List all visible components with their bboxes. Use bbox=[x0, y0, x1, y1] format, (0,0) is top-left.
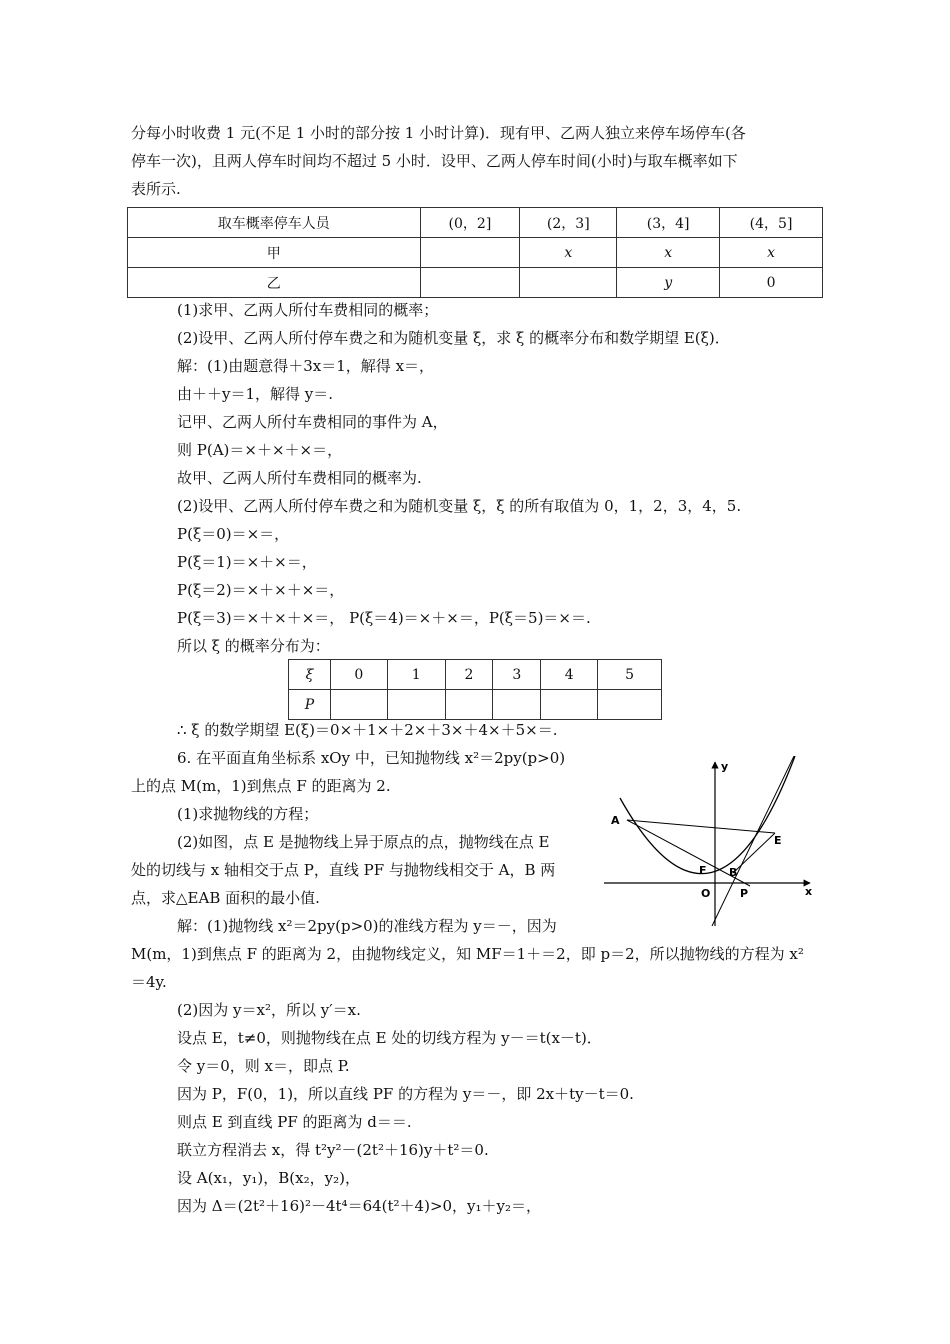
probability-table bbox=[127, 207, 823, 298]
q6-solution-line: 设点 E，t≠0，则抛物线在点 E 处的切线方程为 y－＝t(x－t)． bbox=[177, 1029, 602, 1047]
label-e: E bbox=[774, 834, 782, 847]
q5-solution-line: (2)设甲、乙两人所付停车费之和为随机变量 ξ，ξ 的所有取值为 0，1，2，3，4，5. bbox=[177, 497, 742, 515]
q5-solution-line: 记甲、乙两人所付车费相同的事件为 A， bbox=[177, 413, 448, 431]
table-header-cell: 取车概率停车人员 bbox=[128, 208, 421, 238]
table-cell: 0 bbox=[330, 660, 387, 690]
q6-solution-line: 因为 Δ＝(2t²＋16)²－4t⁴＝64(t²＋4)>0，y₁＋y₂＝， bbox=[177, 1197, 542, 1215]
table-cell bbox=[541, 690, 598, 720]
table-header-cell: (0，2] bbox=[420, 208, 520, 238]
intro-line-3: 表所示. bbox=[131, 180, 181, 198]
q6-solution-line: M(m，1)到焦点 F 的距离为 2，由抛物线定义，知 MF＝1＋＝2，即 p＝2，所以抛物线的方程为 x² bbox=[131, 945, 804, 963]
tangent-line-e bbox=[712, 756, 795, 926]
table-cell bbox=[493, 690, 541, 720]
q5-expectation-line: ∴ ξ 的数学期望 E(ξ)＝0×＋1×＋2×＋3×＋4×＋5×＝. bbox=[177, 721, 558, 739]
q6-solution-line: 则点 E 到直线 PF 的距离为 d＝＝. bbox=[177, 1113, 412, 1131]
table-cell bbox=[420, 268, 520, 298]
table-cell: x bbox=[617, 238, 720, 268]
table-cell: x bbox=[520, 238, 617, 268]
table-cell bbox=[330, 690, 387, 720]
line-ae bbox=[627, 820, 775, 833]
q6-solution-line: 解：(1)抛物线 x²＝2py(p>0)的准线方程为 y＝－，因为 bbox=[177, 917, 557, 935]
table-cell: ξ bbox=[289, 660, 331, 690]
table-cell bbox=[520, 268, 617, 298]
table-cell: 乙 bbox=[128, 268, 421, 298]
label-p: P bbox=[740, 887, 749, 900]
q6-solution-line: 令 y＝0，则 x＝，即点 P. bbox=[177, 1057, 350, 1075]
table-cell bbox=[387, 690, 445, 720]
q6-solution-line: ＝4y. bbox=[131, 973, 167, 991]
q6-statement-line: (1)求抛物线的方程； bbox=[177, 805, 319, 823]
distribution-table bbox=[288, 659, 662, 720]
q6-statement-line: 上的点 M(m，1)到焦点 F 的距离为 2. bbox=[131, 777, 391, 795]
table-header-cell: (4，5] bbox=[720, 208, 823, 238]
intro-line-2: 停车一次)，且两人停车时间均不超过 5 小时．设甲、乙两人停车时间(小时)与取车概率如下 bbox=[131, 152, 738, 170]
table-cell: 0 bbox=[720, 268, 823, 298]
label-o: O bbox=[701, 887, 711, 900]
intro-line-1: 分每小时收费 1 元(不足 1 小时的部分按 1 小时计算)．现有甲、乙两人独立来停车场停车(各 bbox=[131, 124, 746, 142]
q5-solution-line: 故甲、乙两人所付车费相同的概率为. bbox=[177, 469, 422, 487]
table-cell: 4 bbox=[541, 660, 598, 690]
q6-solution-line: 因为 P，F(0，1)，所以直线 PF 的方程为 y＝－，即 2x＋ty－t＝0. bbox=[177, 1085, 634, 1103]
label-f: F bbox=[699, 864, 707, 877]
table-cell: 1 bbox=[387, 660, 445, 690]
q6-solution-line: 设 A(x₁，y₁)，B(x₂，y₂)， bbox=[177, 1169, 360, 1187]
q5-solution-line: 则 P(A)＝×＋×＋×＝， bbox=[177, 441, 343, 459]
table-cell: 2 bbox=[445, 660, 493, 690]
q6-statement-line: 点，求△EAB 面积的最小值. bbox=[131, 889, 320, 907]
table-cell bbox=[420, 238, 520, 268]
table-header-cell: (2，3] bbox=[520, 208, 617, 238]
q5-part-1: (1)求甲、乙两人所付车费相同的概率； bbox=[177, 301, 439, 319]
parabola-figure bbox=[600, 756, 820, 936]
table-cell: 5 bbox=[598, 660, 662, 690]
label-a: A bbox=[611, 814, 620, 827]
q6-statement-line: 6. 在平面直角坐标系 xOy 中，已知抛物线 x²＝2py(p>0) bbox=[177, 749, 566, 767]
label-b: B bbox=[729, 866, 738, 879]
parabola-curve bbox=[620, 756, 795, 874]
q5-solution-line: 由＋＋y＝1，解得 y＝. bbox=[177, 385, 334, 403]
q5-solution-line: P(ξ＝3)＝×＋×＋×＝， P(ξ＝4)＝×＋×＝，P(ξ＝5)＝×＝. bbox=[177, 609, 591, 627]
q6-solution-line: 联立方程消去 x，得 t²y²－(2t²＋16)y＋t²＝0. bbox=[177, 1141, 489, 1159]
table-header-cell: (3，4] bbox=[617, 208, 720, 238]
q6-solution-line: (2)因为 y＝x²，所以 y′＝x. bbox=[177, 1001, 361, 1019]
q5-solution-line: P(ξ＝0)＝×＝， bbox=[177, 525, 290, 543]
table-cell: y bbox=[617, 268, 720, 298]
q6-statement-line: 处的切线与 x 轴相交于点 P，直线 PF 与抛物线相交于 A，B 两 bbox=[131, 861, 556, 879]
label-y: y bbox=[721, 760, 729, 773]
q5-solution-line: 解：(1)由题意得＋3x＝1，解得 x＝， bbox=[177, 357, 435, 375]
table-cell: 甲 bbox=[128, 238, 421, 268]
table-cell: P bbox=[289, 690, 331, 720]
q5-solution-line: P(ξ＝2)＝×＋×＋×＝， bbox=[177, 581, 345, 599]
q5-solution-line: P(ξ＝1)＝×＋×＝， bbox=[177, 553, 317, 571]
table-cell bbox=[598, 690, 662, 720]
table-cell: x bbox=[720, 238, 823, 268]
q5-solution-line: 所以 ξ 的概率分布为： bbox=[177, 637, 330, 655]
table-cell: 3 bbox=[493, 660, 541, 690]
label-x: x bbox=[805, 885, 813, 898]
q6-statement-line: (2)如图，点 E 是抛物线上异于原点的点，抛物线在点 E bbox=[177, 833, 550, 851]
table-cell bbox=[445, 690, 493, 720]
q5-part-2: (2)设甲、乙两人所付停车费之和为随机变量 ξ，求 ξ 的概率分布和数学期望 E(ξ)． bbox=[177, 329, 730, 347]
